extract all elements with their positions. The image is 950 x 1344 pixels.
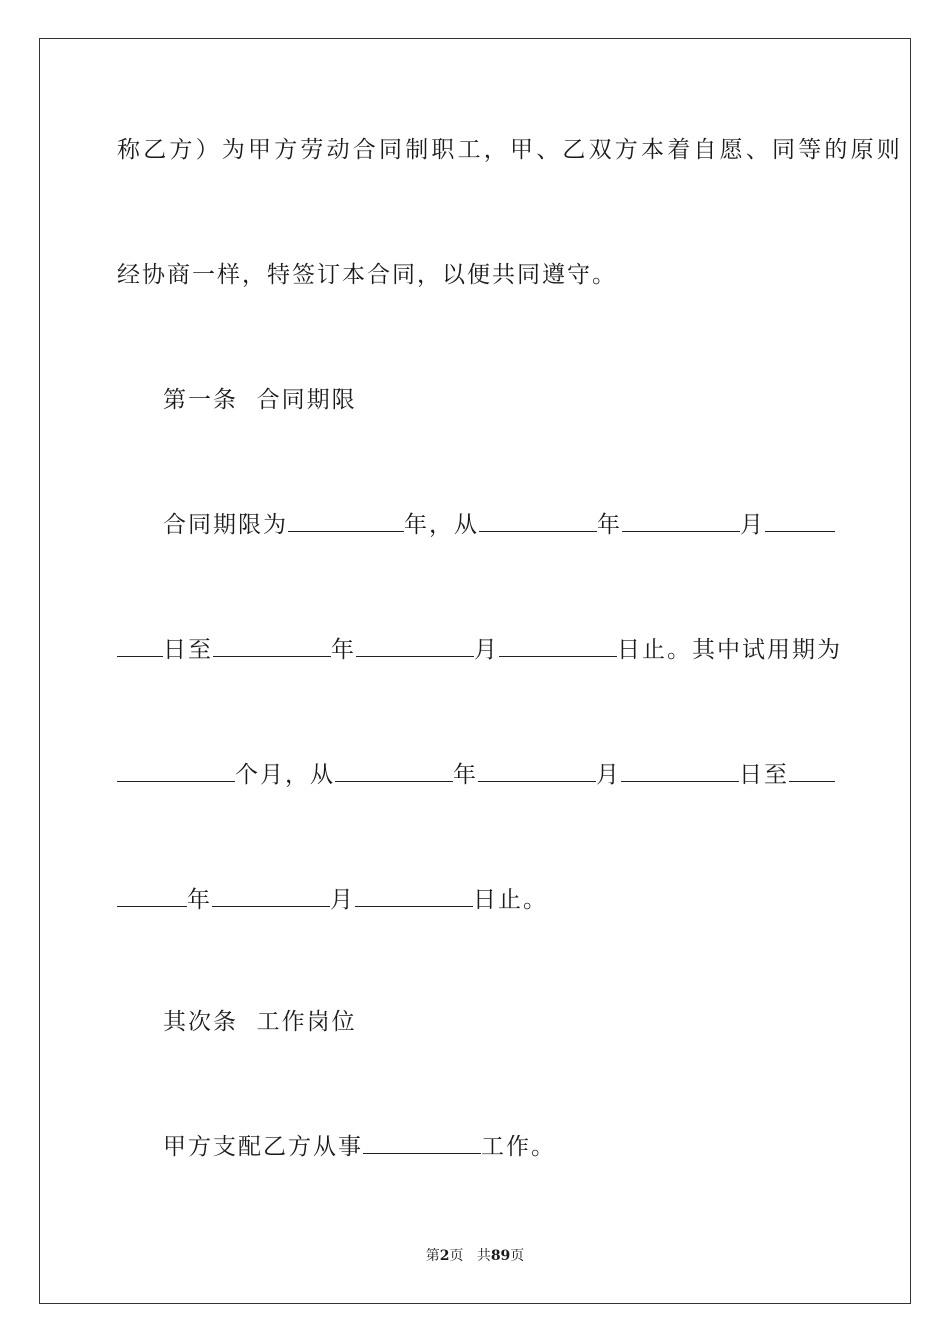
fill-blank[interactable] (335, 759, 453, 782)
fill-blank[interactable] (622, 509, 740, 532)
fill-blank[interactable] (355, 884, 473, 907)
page-frame (39, 38, 911, 1304)
fill-blank[interactable] (478, 759, 596, 782)
fill-blank[interactable] (117, 884, 187, 907)
section-heading-position (163, 1005, 883, 1039)
footer-total-suffix: 页 (510, 1248, 525, 1264)
footer-page-suffix: 页 (449, 1248, 464, 1264)
fill-blank[interactable] (363, 1131, 481, 1154)
fill-blank[interactable] (621, 759, 739, 782)
section-heading-text: 第一条 合同期限 (163, 387, 357, 413)
term-text: 日至 (163, 637, 213, 663)
section-heading-text: 其次条 工作岗位 (163, 1009, 357, 1035)
fill-blank[interactable] (789, 759, 835, 782)
term-text: 年，从 (404, 512, 479, 538)
term-text: 年 (187, 887, 212, 913)
position-line-1 (163, 1130, 883, 1164)
fill-blank[interactable] (213, 634, 331, 657)
position-text: 工作。 (481, 1134, 556, 1160)
fill-blank[interactable] (765, 509, 835, 532)
fill-blank[interactable] (499, 634, 617, 657)
fill-blank[interactable] (479, 509, 597, 532)
position-text: 甲方支配乙方从事 (163, 1134, 363, 1160)
paragraph-line-1 (117, 133, 903, 167)
term-text: 月 (474, 637, 499, 663)
fill-blank[interactable] (212, 884, 330, 907)
term-text: 月 (596, 762, 621, 788)
term-text: 月 (330, 887, 355, 913)
term-text: 年 (453, 762, 478, 788)
term-text: 年 (597, 512, 622, 538)
term-text: 个月，从 (235, 762, 335, 788)
term-line-2 (117, 633, 842, 667)
term-text: 日止。 (473, 887, 548, 913)
fill-blank[interactable] (356, 634, 474, 657)
term-text: 月 (740, 512, 765, 538)
footer-total-pages: 89 (490, 1248, 511, 1264)
paragraph-text: 经协商一样，特签订本合同，以便共同遵守。 (117, 262, 617, 288)
paragraph-line-2 (117, 258, 837, 292)
term-line-3 (117, 758, 837, 792)
fill-blank[interactable] (117, 759, 235, 782)
footer-prefix: 第 (425, 1248, 440, 1264)
footer-total-prefix: 共 (476, 1248, 491, 1264)
term-text: 合同期限为 (163, 512, 288, 538)
section-heading-term (163, 383, 883, 417)
page-footer (0, 1245, 950, 1265)
term-text: 日止。其中试用期为 (617, 637, 842, 663)
term-line-1 (163, 508, 838, 542)
footer-page-number: 2 (439, 1248, 450, 1264)
paragraph-text: 称乙方）为甲方劳动合同制职工，甲、乙双方本着自愿、同等的原则 (117, 137, 903, 163)
term-text: 年 (331, 637, 356, 663)
term-line-4 (117, 883, 837, 917)
fill-blank[interactable] (117, 634, 163, 657)
fill-blank[interactable] (288, 509, 404, 532)
term-text: 日至 (739, 762, 789, 788)
